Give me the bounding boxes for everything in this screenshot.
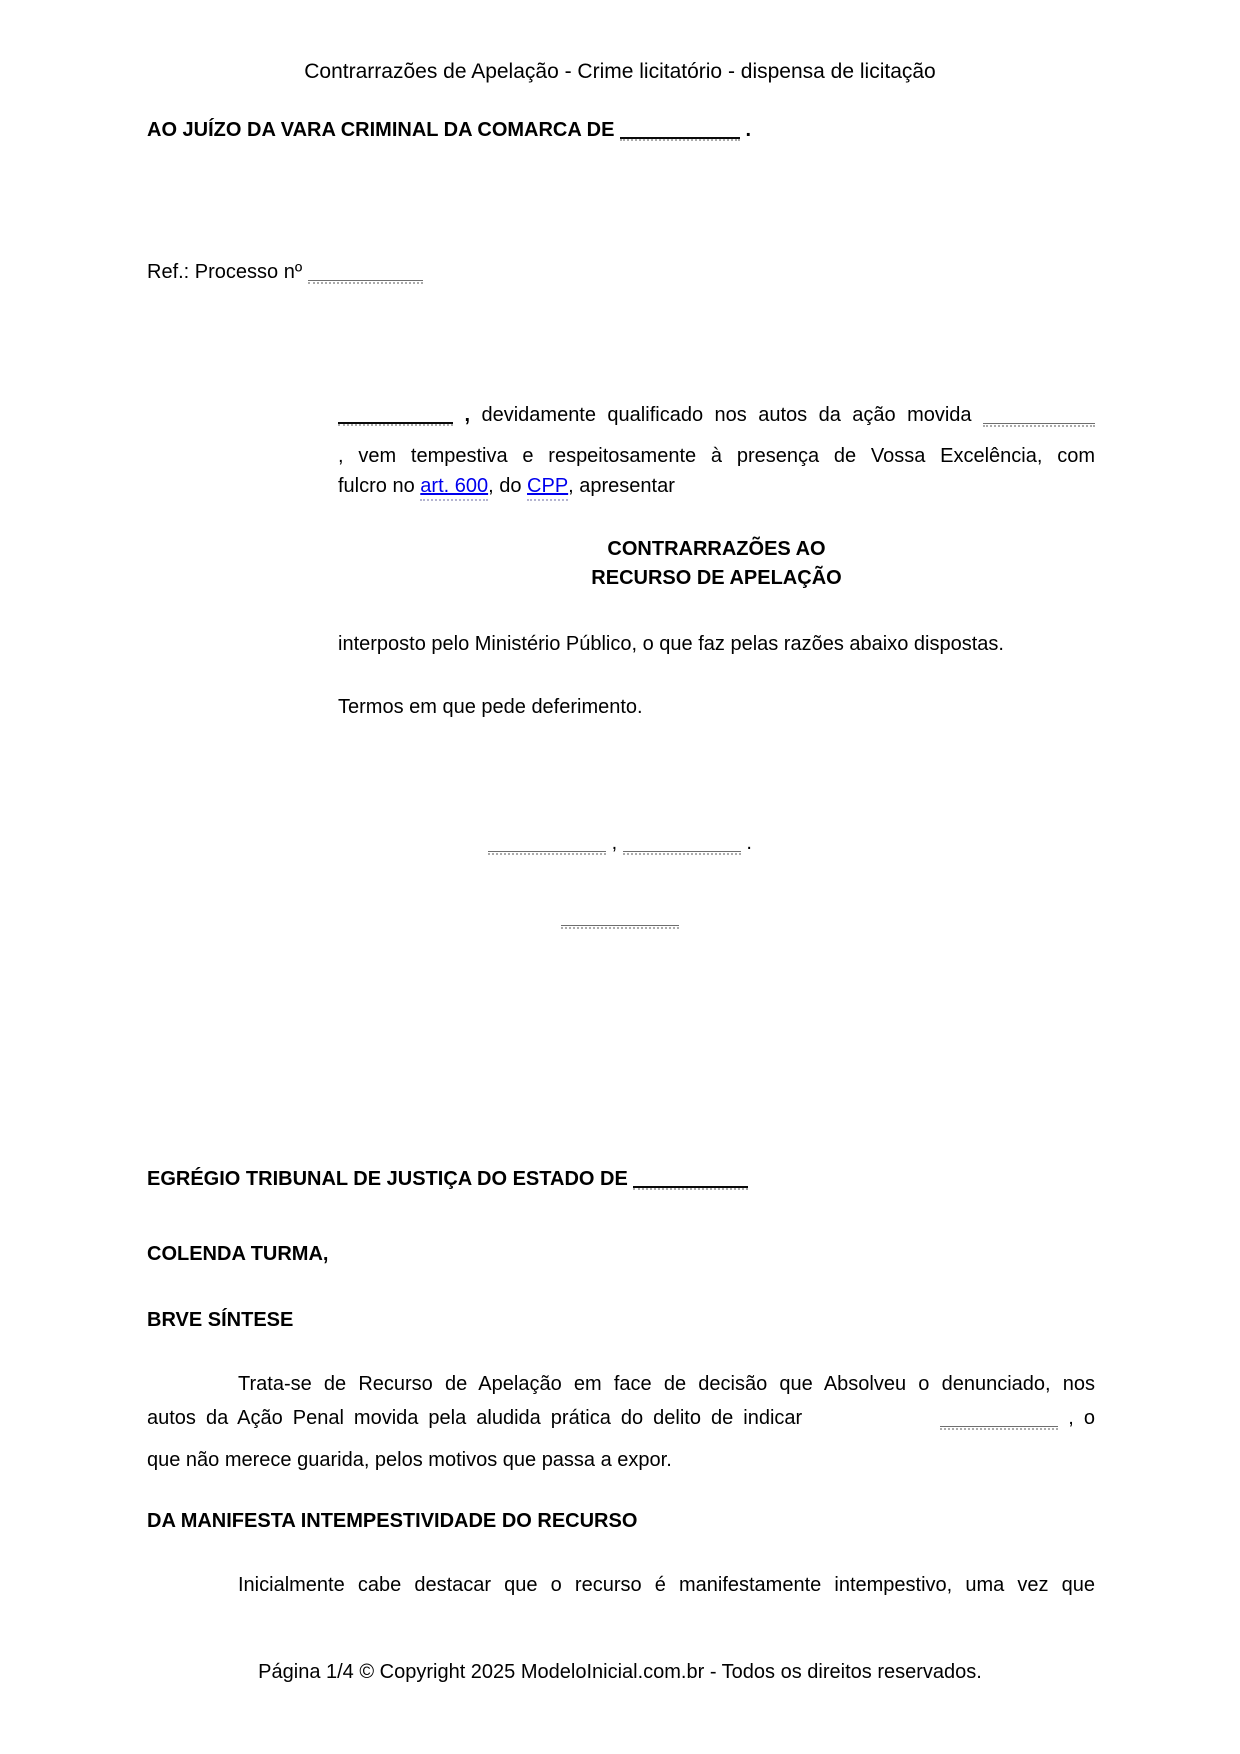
process-number-blank-field[interactable]	[308, 263, 423, 281]
date-blank-field[interactable]	[623, 834, 741, 852]
page-footer: Página 1/4 © Copyright 2025 ModeloInicial.com.br - Todos os direitos reservados.	[258, 1661, 982, 1683]
qualification-line-1	[338, 402, 1095, 428]
signature-line	[0, 904, 1240, 930]
sintese-line-3: que não merece guarida, pelos motivos que passa a expor.	[147, 1449, 672, 1471]
estado-blank-field[interactable]	[633, 1170, 748, 1188]
addressee-text: AO JUÍZO DA VARA CRIMINAL DA COMARCA DE	[147, 119, 615, 141]
signature-blank-field[interactable]	[561, 908, 679, 926]
qualification-line3-post: , apresentar	[568, 475, 675, 497]
comarca-blank-field[interactable]	[620, 121, 740, 139]
inicialmente-paragraph: Inicialmente cabe destacar que o recurso é manifestamente intempestivo, uma vez que	[238, 1574, 1095, 1596]
addressee-period: .	[745, 119, 752, 141]
art-600-link[interactable]: art. 600	[420, 475, 489, 497]
qualification-line-2: , vem tempestiva e respeitosamente à presença de Vossa Excelência, com	[338, 445, 1095, 467]
delito-blank-field[interactable]	[940, 1409, 1058, 1427]
colenda-heading: COLENDA TURMA,	[147, 1243, 329, 1265]
city-blank-field[interactable]	[488, 834, 606, 852]
intempestividade-heading: DA MANIFESTA INTEMPESTIVIDADE DO RECURSO	[147, 1510, 638, 1532]
addressee-line	[147, 117, 1095, 143]
tribunal-heading	[147, 1166, 1095, 1192]
main-heading-line-2: RECURSO DE APELAÇÃO	[591, 567, 842, 589]
main-heading-line-1: CONTRARRAZÕES AO	[607, 538, 826, 560]
city-date-comma: ,	[611, 832, 618, 854]
sintese-line-1: Trata-se de Recurso de Apelação em face de decisão que Absolveu o denunciado, nos	[238, 1373, 1095, 1395]
page-title: Contrarrazões de Apelação - Crime licitatório - dispensa de licitação	[304, 60, 936, 83]
sintese-line2-text: autos da Ação Penal movida pela aludida prática do delito de indicar	[147, 1407, 803, 1429]
party-name-blank-field[interactable]	[338, 406, 453, 424]
reference-line	[147, 259, 1095, 285]
qualification-line3-pre: fulcro no	[338, 475, 415, 497]
city-date-period: .	[746, 832, 752, 854]
qualification-line3-mid: , do	[488, 475, 522, 497]
city-date-line	[0, 830, 1240, 856]
sintese-line2-suffix: , o	[1068, 1407, 1095, 1429]
qualification-comma: ,	[464, 404, 471, 426]
interposto-paragraph: interposto pelo Ministério Público, o que faz pelas razões abaixo dispostas.	[338, 633, 1004, 655]
action-blank-field[interactable]	[983, 406, 1095, 424]
sintese-heading: BRVE SÍNTESE	[147, 1309, 294, 1331]
reference-label: Ref.: Processo nº	[147, 261, 303, 283]
qualification-text: devidamente qualificado nos autos da ação movida	[481, 404, 972, 426]
sintese-line-2	[147, 1405, 1095, 1431]
termos-paragraph: Termos em que pede deferimento.	[338, 696, 643, 718]
tribunal-heading-text: EGRÉGIO TRIBUNAL DE JUSTIÇA DO ESTADO DE	[147, 1168, 628, 1190]
qualification-line-3	[338, 473, 1095, 499]
cpp-link[interactable]: CPP	[527, 475, 569, 497]
